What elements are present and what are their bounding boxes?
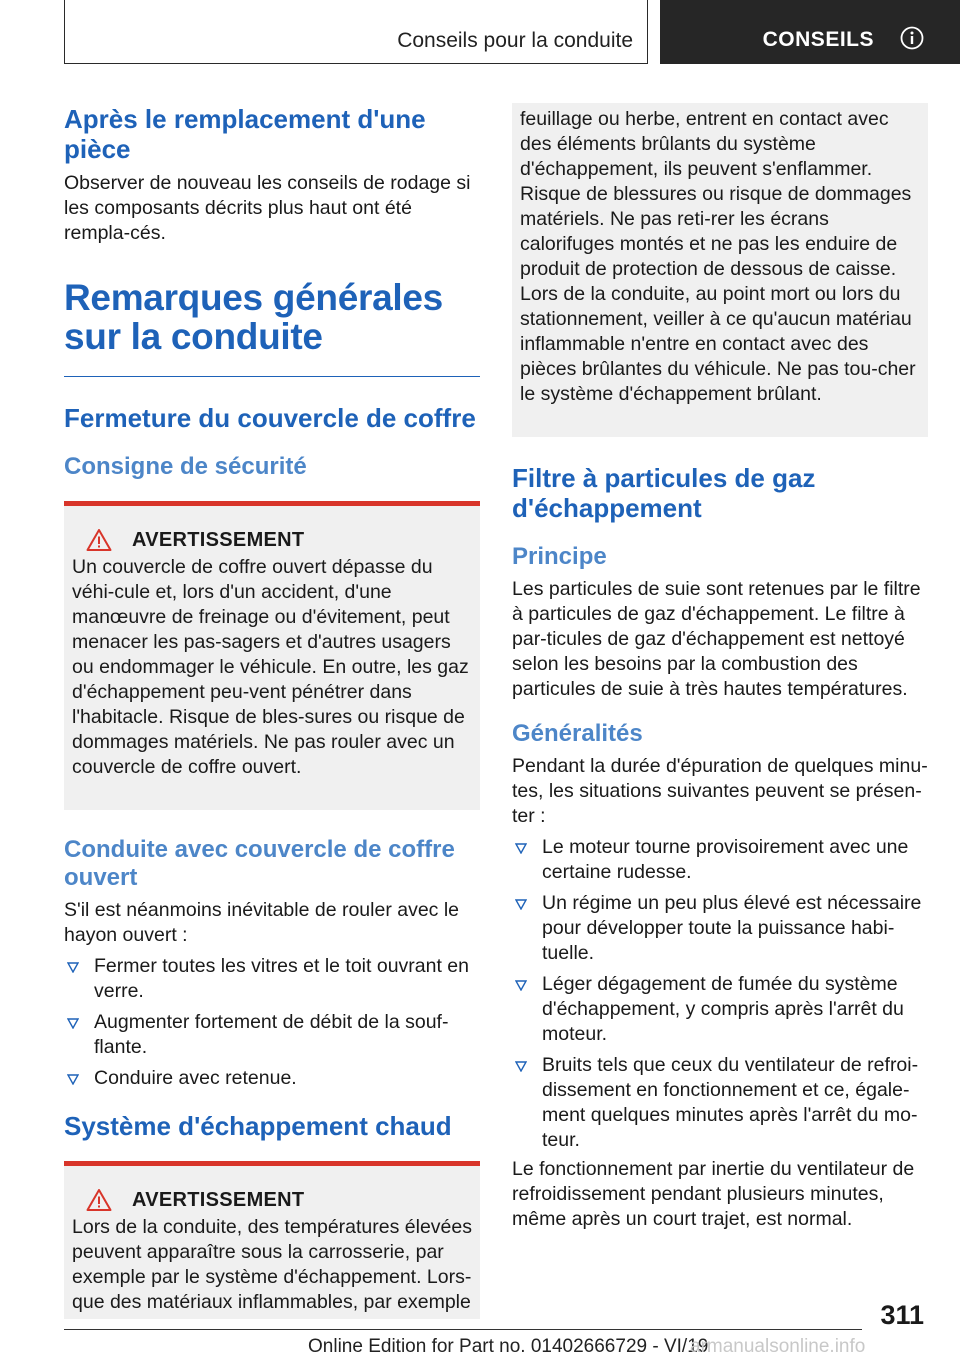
list-item [512, 835, 928, 885]
list-bullet-icon [515, 1061, 527, 1072]
list-bullet-icon [515, 843, 527, 854]
list-item-text: Bruits tels que ceux du ventilateur de refroi-dissement en fonctionnement et ce, égale-ment quelques minutes après l'arrêt du mo-teur. [542, 1054, 919, 1151]
running-header-title: Conseils pour la conduite [397, 29, 633, 52]
warning-text-exhaust-continued: feuillage ou herbe, entrent en contact avec des éléments brûlants du système d'échappement, ils peuvent s'enflammer. Risque de blessures ou risque de dommages matériels. Ne pas reti-rer les écrans calorifuges montés et ne pas les enduire de produit de protection de dessous de caisse. Lors de la conduite, au point mort ou lors du stationnement, veiller à ce qu'aucun matériau inflammable n'entre en contact avec des pièces brûlantes du véhicule. Ne pas tou-cher le système d'échappement brûlant. [520, 108, 916, 405]
paragraph-general: Pendant la durée d'épuration de quelques minu-tes, les situations suivantes peuvent se présen-ter : [512, 755, 928, 827]
warning-label: AVERTISSEMENT [132, 1188, 305, 1211]
section-title-exhaust: Système d'échappement chaud [64, 1111, 452, 1141]
warning-box-exhaust [64, 1161, 480, 1319]
page-number: 311 [880, 1300, 924, 1330]
list-bullet-icon [67, 1074, 79, 1085]
chapter-tab [660, 0, 960, 64]
info-icon [900, 26, 924, 50]
list-item [512, 1053, 928, 1153]
list-item [64, 1010, 480, 1060]
list-item-text: Léger dégagement de fumée du système d'échappement, y compris après l'arrêt du moteur. [542, 973, 904, 1045]
running-header-box [64, 0, 648, 64]
paragraph-fan-runon: Le fonctionnement par inertie du ventilateur de refroidissement pendant plusieurs minutes, même après un court trajet, est normal. [512, 1158, 915, 1230]
list-bullet-icon [515, 899, 527, 910]
warning-text-exhaust: Lors de la conduite, des températures élevées peuvent apparaître sous la carrosserie, par exemple par le système d'échappement. Lors-que des matériaux inflammables, par exemple [72, 1216, 472, 1313]
chapter-label: CONSEILS [762, 28, 874, 51]
list-bullet-icon [67, 962, 79, 973]
list-bullet-icon [67, 1018, 79, 1029]
list-item [512, 891, 928, 966]
list-item [64, 1066, 480, 1091]
section-title-particulate-filter: Filtre à particules de gaz d'échappement [512, 463, 816, 523]
warning-label: AVERTISSEMENT [132, 528, 305, 551]
footer-rule [64, 1329, 862, 1330]
list-item-text: Fermer toutes les vitres et le toit ouvrant en verre. [94, 955, 469, 1002]
chapter-title-rule [64, 376, 480, 377]
warning-box-exhaust-continued [512, 103, 928, 437]
subsection-title-open-lid: Conduite avec couvercle de coffre ouvert [64, 836, 455, 891]
subsection-title-general: Généralités [512, 720, 643, 747]
left-column [64, 100, 480, 1319]
warning-triangle-icon [86, 528, 112, 552]
list-item-text: Le moteur tourne provisoirement avec une certaine rudesse. [542, 836, 909, 883]
list-item-text: Un régime un peu plus élevé est nécessaire pour développer toute la puissance habi-tuelle. [542, 892, 922, 964]
chapter-title: Remarques générales sur la conduite [64, 277, 443, 357]
general-list [512, 835, 928, 1153]
warning-text-trunk: Un couvercle de coffre ouvert dépasse du véhi-cule et, lors d'un accident, d'une manœuvre de freinage ou d'évitement, peut menacer les pas-sagers et d'autres usagers ou endommager le véhicule. En outre, les gaz d'échappement peu-vent pénétrer dans l'habitacle. Risque de bles-sures ou risque de dommages matériels. Ne pas rouler avec un couvercle de coffre ouvert. [72, 556, 469, 778]
subsection-title-principle: Principe [512, 543, 607, 570]
warning-triangle-icon [86, 1188, 112, 1212]
paragraph-open-lid: S'il est néanmoins inévitable de rouler avec le hayon ouvert : [64, 899, 460, 946]
list-item [512, 972, 928, 1047]
footer-edition: Online Edition for Part no. 01402666729 - VI/19 [308, 1336, 709, 1357]
right-column [512, 103, 928, 1232]
section-title-trunk-lid: Fermeture du couvercle de coffre [64, 403, 476, 433]
list-item-text: Augmenter fortement de débit de la souf-flante. [94, 1011, 449, 1058]
open-lid-list [64, 954, 480, 1091]
subsection-title-safety: Consigne de sécurité [64, 453, 307, 480]
paragraph-replacement: Observer de nouveau les conseils de rodage si les composants décrits plus haut ont été rempla-cés. [64, 172, 471, 244]
section-title-replacement: Après le remplacement d'une pièce [64, 104, 426, 164]
warning-box-trunk [64, 501, 480, 810]
footer-watermark: armanualsonline.info [690, 1336, 866, 1357]
list-item [64, 954, 480, 1004]
paragraph-principle: Les particules de suie sont retenues par le filtre à particules de gaz d'échappement. Le filtre à par-ticules de gaz d'échappement est nettoyé selon les besoins par la combustion des particules de suie à très hautes températures. [512, 578, 921, 700]
list-item-text: Conduire avec retenue. [94, 1067, 297, 1089]
list-bullet-icon [515, 980, 527, 991]
